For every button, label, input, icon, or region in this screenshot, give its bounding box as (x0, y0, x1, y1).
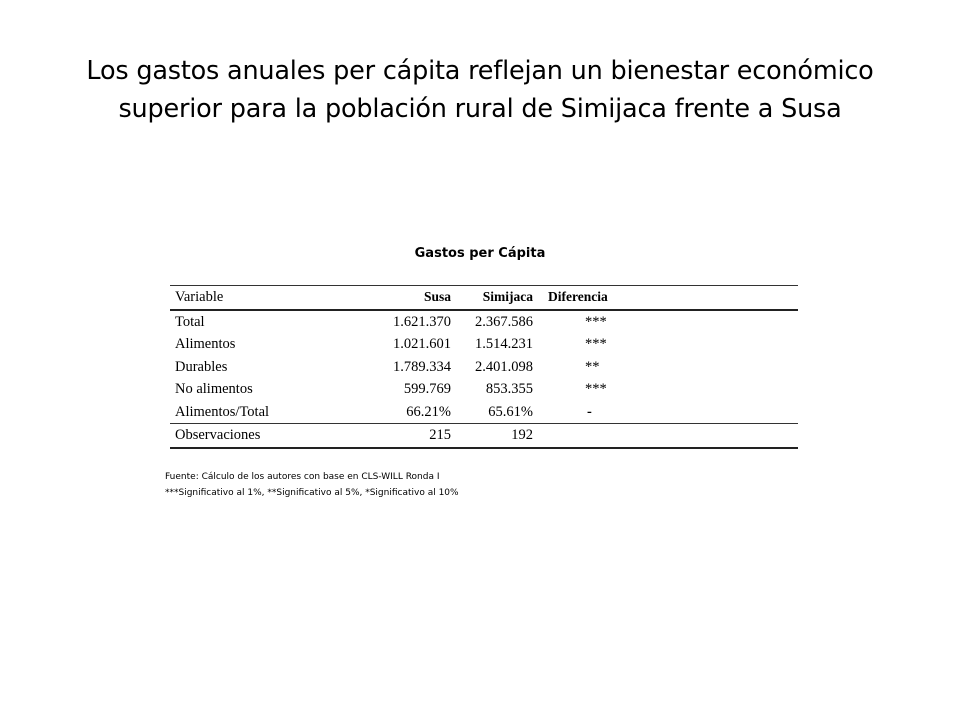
row-susa-value: 599.769 (403, 381, 451, 397)
row-susa-value: 66.21% (320, 401, 455, 424)
row-susa-value: 1.021.601 (393, 336, 451, 352)
row-variable: Durables (175, 358, 228, 375)
row-simijaca-value: 2.367.586 (475, 313, 533, 330)
row-variable: Alimentos/Total (170, 401, 320, 424)
row-variable: Total (175, 313, 205, 330)
row-difference: *** (585, 313, 607, 330)
table-caption: Gastos per Cápita (414, 246, 546, 261)
observations-susa: 215 (320, 424, 455, 448)
observations-difference (537, 424, 798, 448)
row-difference: *** (585, 336, 607, 352)
row-difference: - (537, 401, 798, 424)
row-simijaca-value: 65.61% (455, 401, 537, 424)
row-variable: Alimentos (175, 336, 236, 352)
row-difference: *** (585, 381, 607, 397)
slide-title-line-1: Los gastos anuales per cápita reflejan un bienestar económico (86, 56, 874, 86)
row-susa-value: 1.789.334 (393, 358, 451, 375)
table-row (170, 333, 798, 356)
slide-title-line-2: superior para la población rural de Simijaca frente a Susa (118, 94, 842, 124)
table-row (170, 356, 798, 379)
header-simijaca: Simijaca (455, 286, 537, 310)
row-simijaca-value: 1.514.231 (475, 336, 533, 352)
row-difference: ** (585, 358, 600, 375)
slide-title (40, 52, 920, 128)
table-header-row (170, 286, 798, 310)
observations-label: Observaciones (170, 424, 320, 448)
row-variable: No alimentos (175, 381, 253, 397)
expenditure-table (170, 285, 798, 449)
row-susa-value: 1.621.370 (393, 313, 451, 330)
table-row (170, 378, 798, 401)
table-row (170, 401, 798, 424)
row-simijaca-value: 853.355 (485, 381, 533, 397)
significance-note: ***Significativo al 1%, **Significativo al 5%, *Significativo al 10% (165, 488, 459, 498)
header-diferencia: Diferencia (537, 286, 798, 310)
observations-simijaca: 192 (455, 424, 537, 448)
observations-row (170, 424, 798, 448)
table-notes (165, 469, 459, 501)
header-susa: Susa (320, 286, 455, 310)
header-variable: Variable (170, 286, 320, 310)
row-simijaca-value: 2.401.098 (475, 358, 533, 375)
table-row (170, 310, 798, 334)
source-note: Fuente: Cálculo de los autores con base en CLS-WILL Ronda I (165, 472, 440, 482)
